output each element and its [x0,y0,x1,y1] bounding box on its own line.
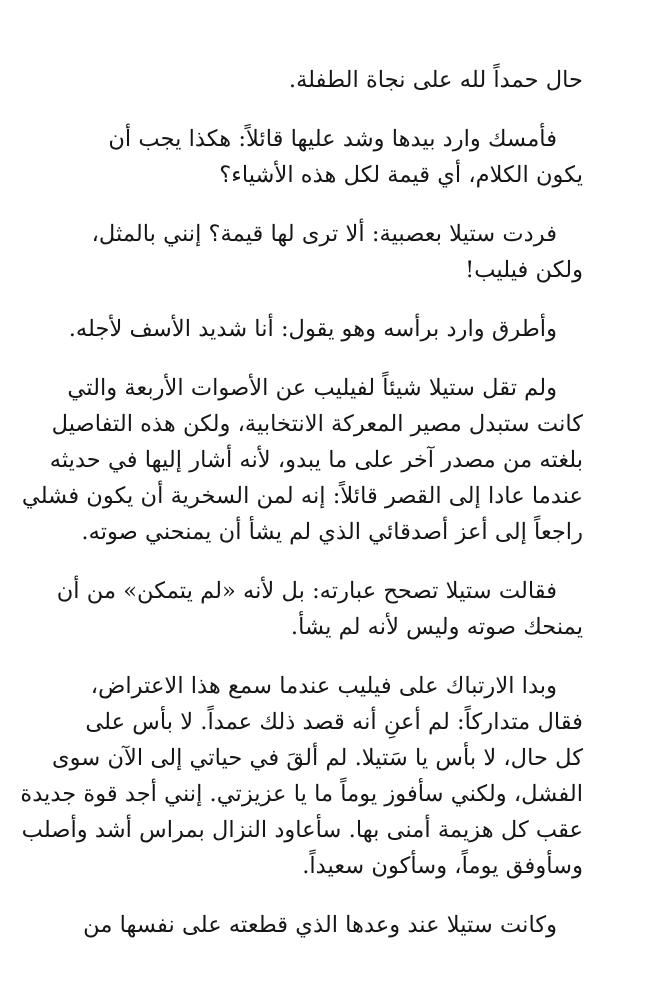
paragraph-1 [60,62,583,98]
paragraph-gap [60,288,583,311]
text-line: راجعاً إلى أعز أصدقائي الذي لم يشأ أن يمنحني صوته. [81,519,583,545]
text-line: حال حمداً لله على نجاة الطفلة. [288,67,583,93]
paragraph-gap [60,193,583,216]
text-line: ولم تقل ستيلا شيئاً لفيليب عن الأصوات الأربعة والتي [67,375,557,401]
text-line: كل حال، لا بأس يا سَتيلا. لم ألقَ في حياتي إلى الآن سوى [51,745,583,771]
text-line: يكون الكلام، أي قيمة لكل هذه الأشياء؟ [219,162,583,188]
paragraph-8 [60,907,583,943]
text-line: فقال متداركاً: لم أعنِ أنه قصد ذلك عمداً. لا بأس على [85,709,583,735]
paragraph-6 [56,573,583,645]
paragraph-gap [60,884,583,907]
paragraph-7 [20,668,583,884]
text-line: وكانت ستيلا عند وعدها الذي قطعته على نفسها من [83,912,557,938]
text-line: وسأوفق يوماً، وسأكون سعيداً. [302,853,583,879]
text-line: وبدا الارتباك على فيليب عندما سمع هذا الاعتراض، [90,673,557,699]
text-line: وأطرق وارد برأسه وهو يقول: أنا شديد الأسف لأجله. [68,316,557,342]
text-line: فردت ستيلا بعصبية: ألا ترى لها قيمة؟ إنني بالمثل، [91,221,557,247]
paragraph-gap [60,98,583,121]
text-line: كانت ستبدل مصير المعركة الانتخابية، ولكن هذه التفاصيل [51,411,583,437]
text-line: الفشل، ولكني سأفوز يوماً ما يا عزيزتي. إنني أجد قوة جديدة [20,781,583,807]
paragraph-gap [60,347,583,370]
paragraph-gap [60,550,583,573]
text-line: يمنحك صوته وليس لأنه لم يشأ. [290,614,583,640]
paragraph-4 [60,311,583,347]
paragraph-gap [60,645,583,668]
text-line: عقب كل هزيمة أمنى بها. سأعاود النزال بمراس أشد وأصلب [21,817,583,843]
paragraph-3 [60,216,583,288]
text-line: فقالت ستيلا تصحح عبارته: بل لأنه «لم يتمكن» من أن [56,578,557,604]
text-line: بلغته من مصدر آخر على ما يبدو، لأنه أشار إليها في حديثه [49,447,583,473]
text-line: فأمسك وارد بيدها وشد عليها قائلاً: هكذا يجب أن [108,126,557,152]
text-line: عندما عادا إلى القصر قائلاً: إنه لمن السخرية أن يكون فشلي [21,483,583,509]
paragraph-5 [21,370,583,550]
paragraph-2 [60,121,583,193]
text-line: ولكن فيليب! [465,257,583,283]
